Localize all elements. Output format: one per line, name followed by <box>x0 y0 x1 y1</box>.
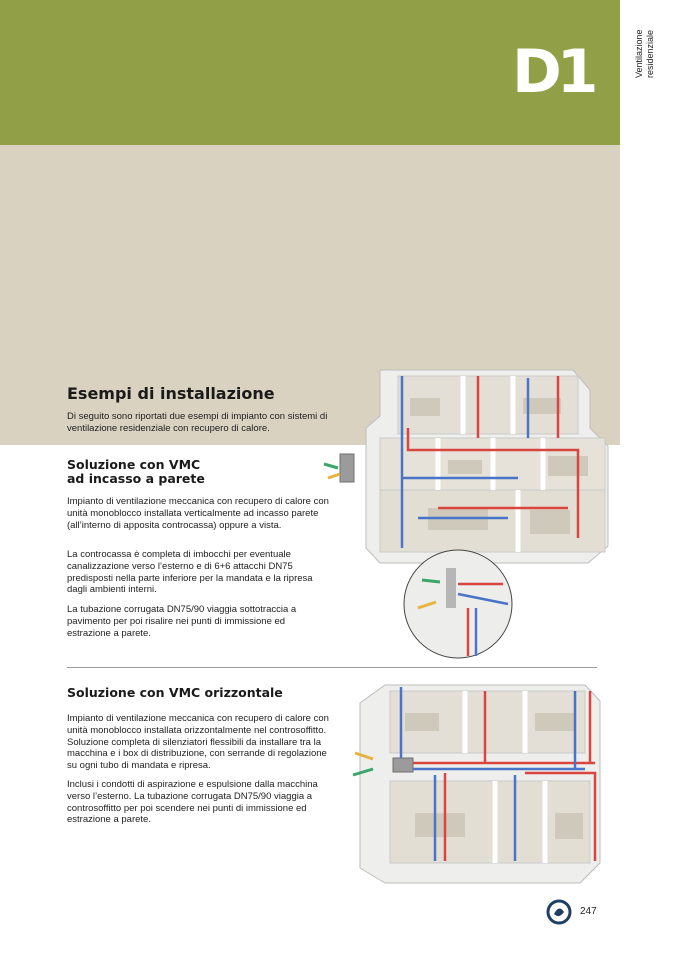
solution1-title <box>67 458 205 486</box>
house-illustration-wall-vmc <box>318 368 618 668</box>
solution1-title-line-1: Soluzione con VMC <box>67 457 201 472</box>
solution1-title-line-2: ad incasso a parete <box>67 471 205 486</box>
category-line-1: Ventilazione <box>634 29 644 78</box>
solution1-paragraph: La tubazione corrugata DN75/90 viaggia sottotraccia a pavimento per poi risalire nei punti di immissione ed estrazione a parete. <box>67 604 297 639</box>
solution2-paragraph: Impianto di ventilazione meccanica con recupero di calore con unità monoblocco installata orizzontalmente nel controsoffitto. Soluzione completa di silenziatori flessibili da installare tra la macchina e i box di distribuzione, con serrande di regolazione su ogni tubo di mandata e ripresa. <box>67 713 329 772</box>
section-code: D1 <box>512 37 594 107</box>
solution1-paragraph: La controcassa è completa di imbocchi per eventuale canalizzazione verso l’esterno e di 6+6 attacchi DN75 predisposti nella parte inferiore per la mandata e la ripresa dagli ambienti interni. <box>67 549 313 596</box>
solution2-paragraph: Inclusi i condotti di aspirazione e espulsione dalla macchina verso l’esterno. La tubazione corrugata DN75/90 viaggia a controsoffitto per poi scendere nei punti di immissione ed estrazione a parete. <box>67 779 318 826</box>
category-line-2: residenziale <box>645 29 655 78</box>
page-number: 247 <box>580 906 597 917</box>
intro-text: Di seguito sono riportati due esempi di impianto con sistemi di ventilazione residenziale con recupero di calore. <box>67 411 328 434</box>
category-label <box>634 0 656 78</box>
solution2-title: Soluzione con VMC orizzontale <box>67 685 283 700</box>
intro-title: Esempi di installazione <box>67 384 275 403</box>
side-tab <box>620 0 677 958</box>
solution1-paragraph: Impianto di ventilazione meccanica con recupero di calore con unità monoblocco installata verticalmente ad incasso parete (all’interno di apposita controcassa) oppure a vista. <box>67 496 329 531</box>
house-illustration-horizontal-vmc <box>345 683 615 893</box>
brand-logo-icon <box>546 899 572 925</box>
section-divider <box>67 667 597 668</box>
